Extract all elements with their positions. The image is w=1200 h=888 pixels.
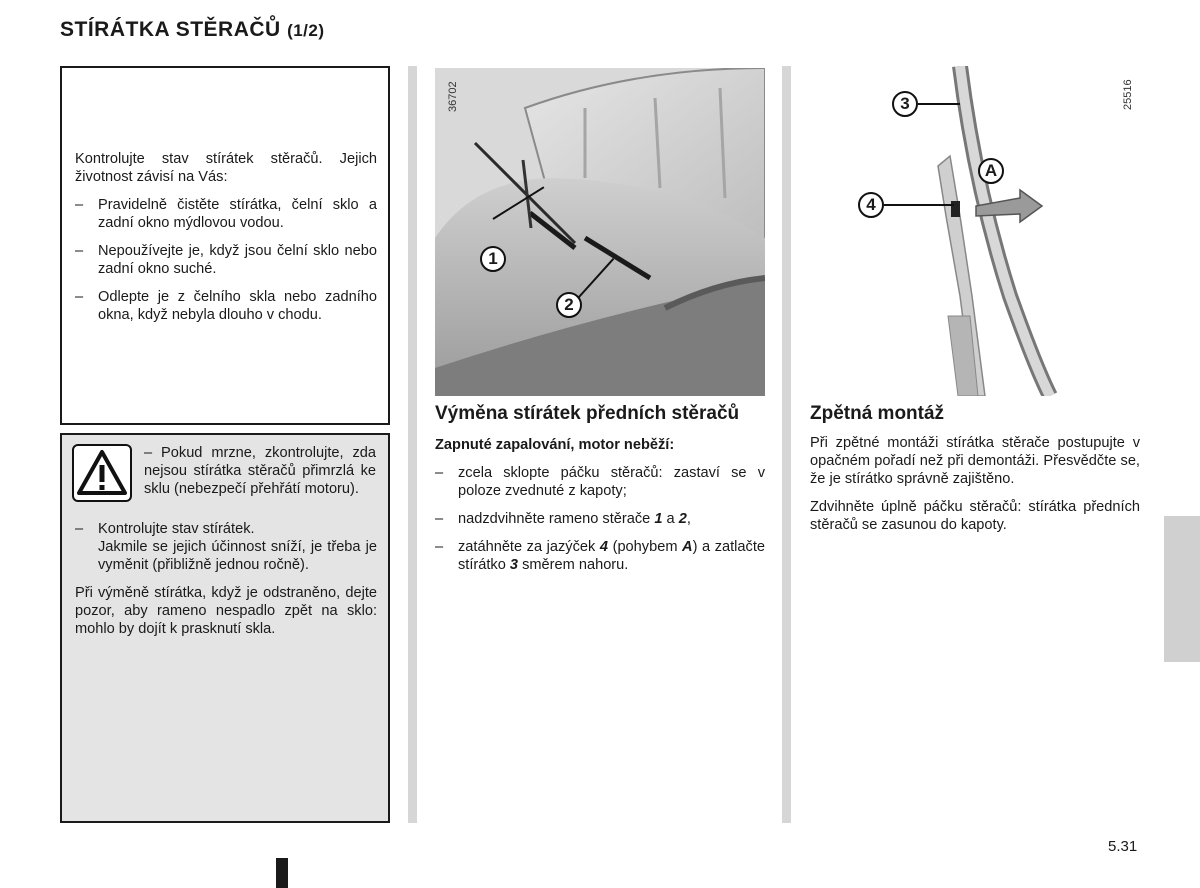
section-replace bbox=[435, 403, 765, 584]
ref-number: 1 bbox=[654, 511, 663, 527]
warning-item-1: Pokud mrzne, zkontrolujte, zda nejsou stírátka stěračů přimrzlá ke sklu (nebezpečí přehřátí motoru). bbox=[144, 445, 377, 497]
section-heading: Výměna stírátek předních stěračů bbox=[435, 403, 740, 424]
info-box bbox=[60, 66, 390, 425]
warning-item-2 bbox=[75, 520, 377, 574]
warning-box bbox=[60, 433, 390, 823]
step-text: nadzdvihněte rameno stěrače bbox=[458, 511, 655, 527]
warning-dash: – bbox=[144, 445, 162, 461]
section-subhead: Zapnuté zapalování, motor neběží: bbox=[435, 437, 675, 453]
chapter-tab bbox=[1164, 516, 1200, 662]
info-item: – Pravidelně čistěte stírátka, čelní sklo a zadní okno mýdlovou vodou. bbox=[75, 196, 377, 232]
ref-number: 3 bbox=[509, 557, 519, 573]
figure-code: 36702 bbox=[447, 81, 459, 112]
ref-letter: A bbox=[682, 539, 693, 555]
step-text: , bbox=[686, 511, 691, 527]
callout-1: 1 bbox=[480, 246, 506, 272]
step-2 bbox=[435, 510, 765, 528]
figure-wiper-detail bbox=[810, 66, 1140, 396]
section-refit bbox=[810, 403, 1140, 544]
callout-3: 3 bbox=[892, 91, 918, 117]
page-edge-mark bbox=[276, 858, 288, 888]
info-intro: Kontrolujte stav stírátek stěračů. Jejich životnost závisí na Vás: bbox=[75, 151, 377, 185]
callout-a: A bbox=[978, 158, 1004, 184]
step-text: směrem nahoru. bbox=[518, 557, 629, 573]
info-item: – Nepoužívejte je, když jsou čelní sklo nebo zadní okno suché. bbox=[75, 242, 377, 278]
page-title-text: STÍRÁTKA STĚRAČŮ bbox=[60, 18, 281, 41]
page-number: 5.31 bbox=[1108, 838, 1138, 855]
page-title-part: (1/2) bbox=[287, 21, 325, 40]
warning-triangle-icon bbox=[72, 444, 132, 502]
column-divider bbox=[782, 66, 791, 823]
step-text: ) a zatlačte stírátko bbox=[458, 539, 765, 573]
callout-4: 4 bbox=[858, 192, 884, 218]
section-heading: Zpětná montáž bbox=[810, 403, 945, 424]
step-text: zatáhněte za jazýček bbox=[458, 539, 600, 555]
step-text: a bbox=[662, 511, 679, 527]
column-divider bbox=[408, 66, 417, 823]
refit-para-1: Při zpětné montáži stírátka stěrače postupujte v opačném pořadí než při demontáži. Přesvědčte se, že je stírátko správně zajištěno. bbox=[810, 435, 1140, 487]
leader-line bbox=[918, 103, 960, 105]
ref-number: 4 bbox=[599, 539, 609, 555]
page-title bbox=[60, 18, 325, 42]
step-3 bbox=[435, 538, 765, 574]
refit-para-2: Zdvihněte úplně páčku stěračů: stírátka předních stěračů se zasunou do kapoty. bbox=[810, 499, 1140, 533]
ref-number: 2 bbox=[678, 511, 687, 527]
warning-note: Při výměně stírátka, když je odstraněno, dejte pozor, aby rameno nespadlo zpět na sklo: mohlo by dojít k prasknutí skla. bbox=[75, 585, 377, 637]
figure-car-wipers bbox=[435, 68, 765, 396]
warning-text-1 bbox=[144, 444, 376, 498]
leader-line bbox=[884, 204, 954, 206]
callout-2: 2 bbox=[556, 292, 582, 318]
figure-code: 25516 bbox=[1122, 79, 1134, 110]
warning-item-2-line2: Jakmile se jejich účinnost sníží, je třeba je vyměnit (přibližně jednou ročně). bbox=[98, 539, 377, 573]
warning-item-2-line1: Kontrolujte stav stírátek. bbox=[98, 521, 255, 537]
info-item: – Odlepte je z čelního skla nebo zadního okna, když nebyla dlouho v chodu. bbox=[75, 288, 377, 324]
step-text: (pohybem bbox=[608, 539, 683, 555]
step-1: – zcela sklopte páčku stěračů: zastaví se v poloze zvednuté z kapoty; bbox=[435, 464, 765, 500]
